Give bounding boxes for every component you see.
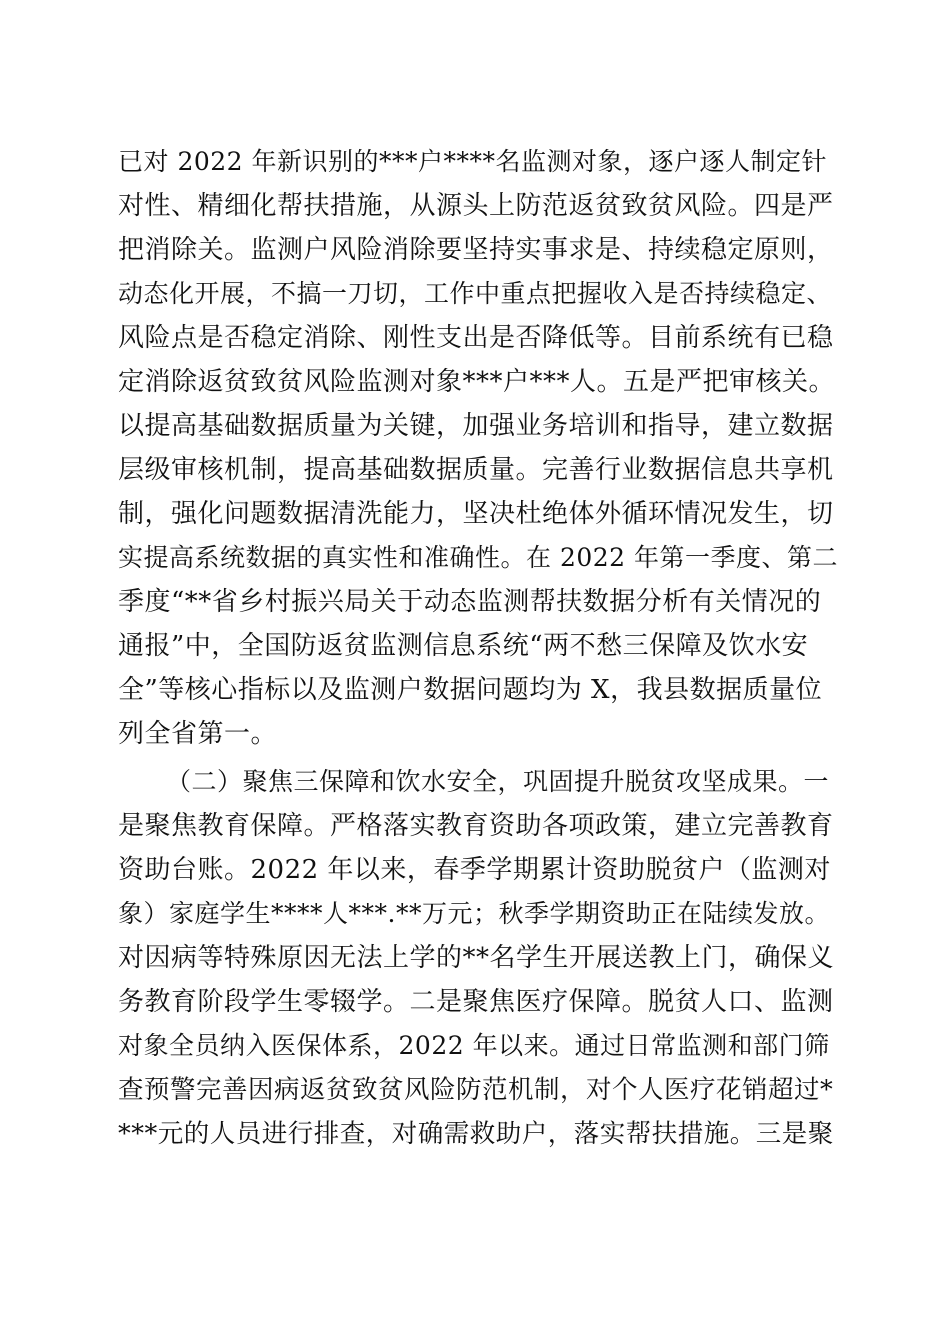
text-line: 全”等核心指标以及监测户数据问题均为 X，我县数据质量位: [118, 675, 823, 705]
text-line: 象）家庭学生****人***.**万元；秋季学期资助正在陆续发放。: [118, 899, 830, 928]
text-line: 制，强化问题数据清洗能力，坚决杜绝体外循环情况发生，切: [118, 499, 834, 529]
text-line: 以提高基础数据质量为关键，加强业务培训和指导，建立数据: [118, 411, 834, 441]
text-line: 对因病等特殊原因无法上学的**名学生开展送教上门，确保义: [118, 943, 835, 973]
text-line: 对性、精细化帮扶措施，从源头上防范返贫致贫风险。四是严: [118, 191, 834, 221]
text-line: 是聚焦教育保障。严格落实教育资助各项政策，建立完善教育: [118, 811, 834, 841]
text-line: 风险点是否稳定消除、刚性支出是否降低等。目前系统有已稳: [118, 323, 834, 353]
section-heading-line: （二）聚焦三保障和饮水安全，巩固提升脱贫攻坚成果。一: [166, 767, 830, 796]
text-line: 列全省第一。: [118, 719, 278, 749]
text-line: 已对 2022 年新识别的***户****名监测对象，逐户逐人制定针: [118, 147, 828, 176]
text-line: 务教育阶段学生零辍学。二是聚焦医疗保障。脱贫人口、监测: [118, 987, 834, 1017]
text-line: 把消除关。监测户风险消除要坚持实事求是、持续稳定原则，: [118, 235, 834, 265]
text-line: 对象全员纳入医保体系，2022 年以来。通过日常监测和部门筛: [118, 1031, 830, 1060]
text-line: 动态化开展，不搞一刀切，工作中重点把握收入是否持续稳定、: [118, 279, 833, 308]
text-line: 实提高系统数据的真实性和准确性。在 2022 年第一季度、第二: [118, 543, 839, 572]
text-line: 通报”中，全国防返贫监测信息系统“两不愁三保障及饮水安: [118, 631, 809, 661]
text-line: ***元的人员进行排查，对确需救助户，落实帮扶措施。三是聚: [118, 1119, 834, 1149]
text-line: 查预警完善因病返贫致贫风险防范机制，对个人医疗花销超过*: [118, 1075, 834, 1105]
text-line: 定消除返贫致贫风险监测对象***户***人。五是严把审核关。: [118, 367, 836, 397]
text-line: 层级审核机制，提高基础数据质量。完善行业数据信息共享机: [118, 455, 834, 485]
text-line: 资助台账。2022 年以来，春季学期累计资助脱贫户（监测对: [118, 855, 831, 885]
text-line: 季度“**省乡村振兴局关于动态监测帮扶数据分析有关情况的: [118, 587, 822, 617]
